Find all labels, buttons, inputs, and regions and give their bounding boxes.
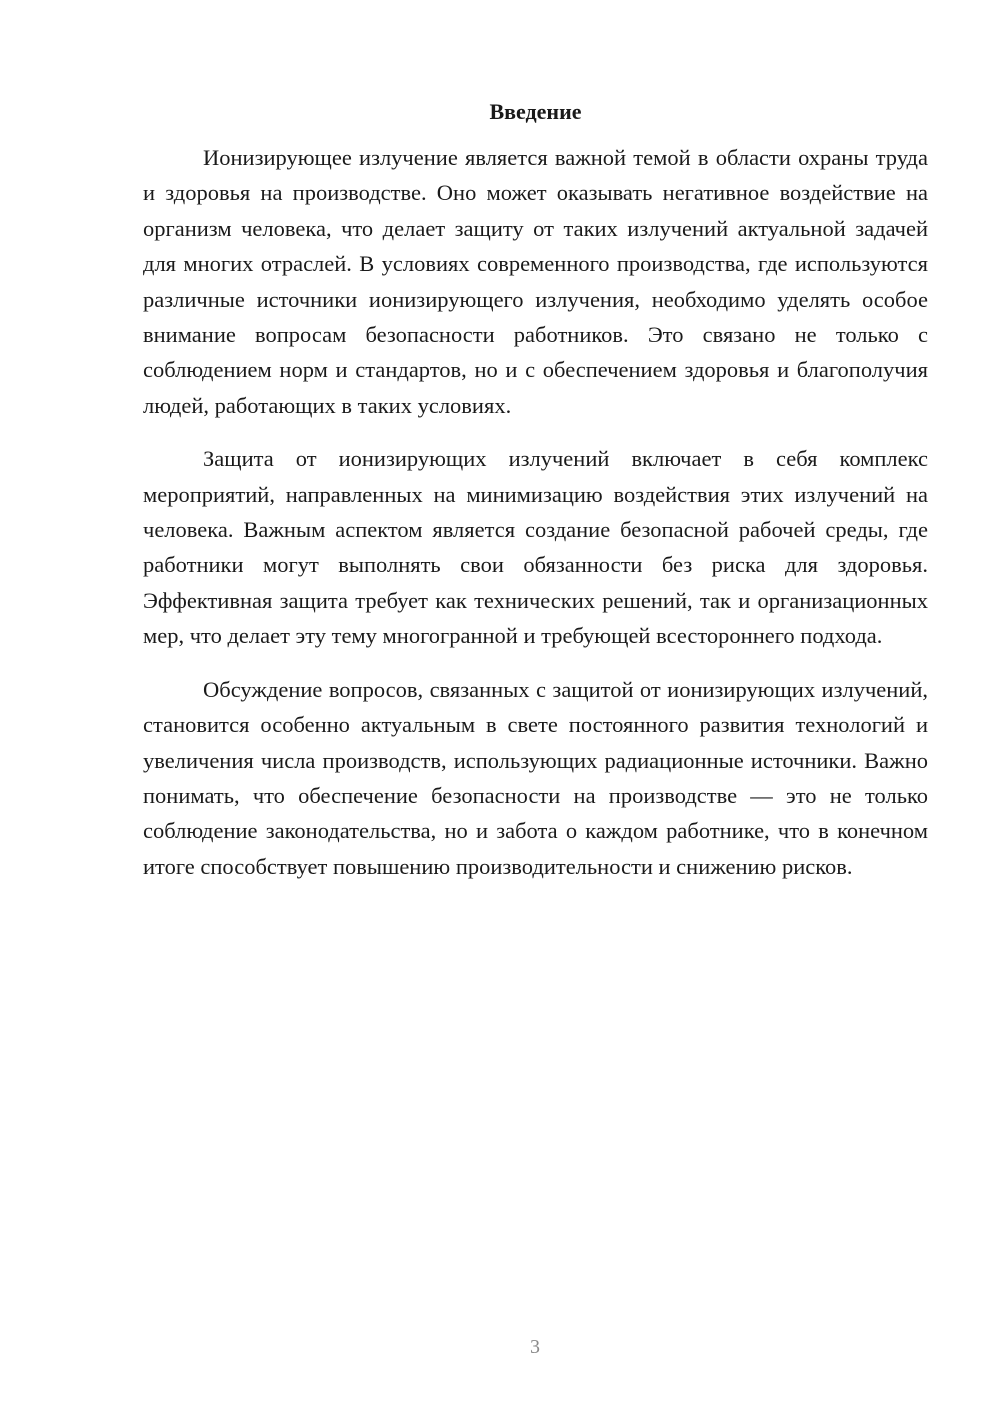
page-number: 3 <box>530 1336 540 1358</box>
section-heading: Введение <box>489 99 582 124</box>
paragraph-3: Обсуждение вопросов, связанных с защитой от ионизирующих излучений, становится особенно актуальным в свете постоянного развития технологий и увеличения числа производств, использующих радиационные источники. Важно понимать, что обеспечение безопасности на производстве — это не только соблюдение законодательства, но и забота о каждом работнике, что в конечном итоге способствует повышению производительности и снижению рисков. <box>143 676 928 879</box>
paragraph-1: Ионизирующее излучение является важной темой в области охраны труда и здоровья на производстве. Оно может оказывать негативное воздействие на организм человека, что делает защиту от таких излучений актуальной задачей для многих отраслей. В условиях современного производства, где используются различные источники ионизирующего излучения, необходимо уделять особое внимание вопросам безопасности работников. Это связано не только с соблюдением норм и стандартов, но и с обеспечением здоровья и благополучия людей, работающих в таких условиях. <box>143 145 928 418</box>
page-content <box>143 96 928 902</box>
paragraph-2: Защита от ионизирующих излучений включает в себя комплекс мероприятий, направленных на минимизацию воздействия этих излучений на человека. Важным аспектом является создание безопасной рабочей среды, где работники могут выполнять свои обязанности без риска для здоровья. Эффективная защита требует как технических решений, так и организационных мер, что делает эту тему многогранной и требующей всестороннего подхода. <box>143 446 928 649</box>
